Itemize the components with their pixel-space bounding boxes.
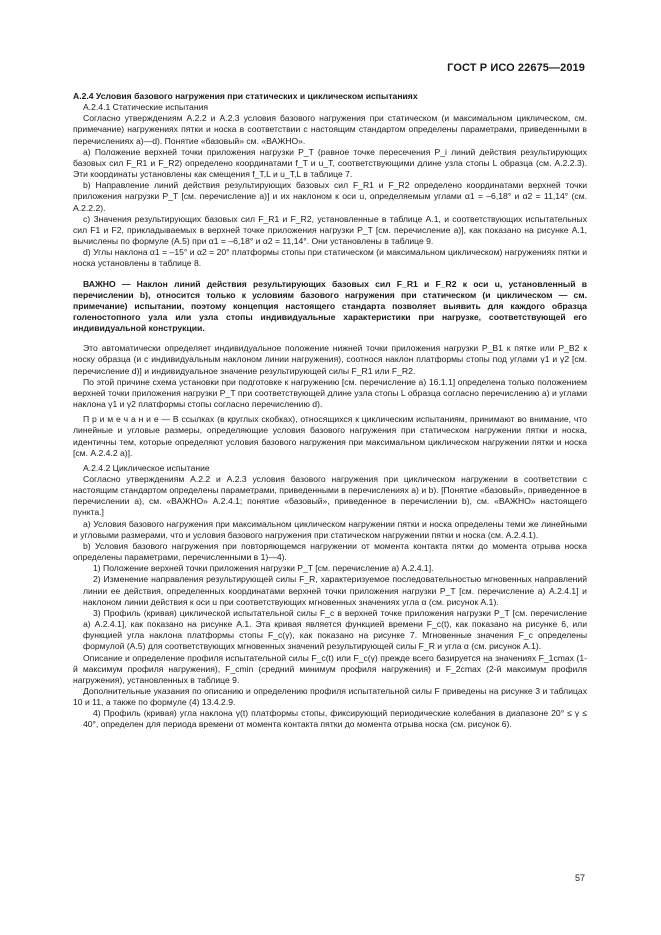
- paragraph: Дополнительные указания по описанию и определению профиля испытательной силы F приведены на рисунке 3 и таблицах 10 и 11, а также по формуле (4) 13.4.2.9.: [73, 685, 587, 708]
- subsection-heading: A.2.4.2 Циклическое испытание: [83, 462, 210, 473]
- list-item: 3) Профиль (кривая) циклической испытательной силы F_c в верхней точке приложения нагрузки P_T [см. перечисление а) A.2.4.1], как показано на рисунке A.1. Эта кривая является функцией времени F_c(t), как показано на рисунке 6, или функцией угла наклона платформы стопы F_c(γ), как показано на рисунке 7. Мгновенные значения F_c определены формулой (A.5) для соответствующих мгновенных значений результирующей силы F_R и угла α (см. рисунок A.1).: [83, 607, 587, 652]
- list-item: а) Положение верхней точки приложения нагрузки P_T (равное точке пересечения P_i линий действия результирующих базовых сил F_R1 и F_R2) определено координатами f_T и u_T, соответствующими длине узла стопы L образца (см. A.2.2.3). Эти координаты установлены как смещения f_T,L и u_T,L в таблице 7.: [73, 146, 587, 180]
- paragraph: По этой причине схема установки при подготовке к нагружению [см. перечисление а) 16.1.1] определена только положением верхней точки приложения нагрузки P_T при соответствующей длине узла стопы L образца согласно перечислению а) и углами наклона γ1 и γ2 платформы стопы согласно перечислению d).: [73, 376, 587, 410]
- list-item: 4) Профиль (кривая) угла наклона γ(t) платформы стопы, фиксирующий периодические колебания в диапазоне 20° ≤ γ ≤ 40°, определен для периода времени от момента контакта пятки до момента отрыва носка (см. рисунок 6).: [83, 708, 587, 730]
- list-item: b) Условия базового нагружения при повторяющемся нагружении от момента контакта пятки до момента отрыва носка определены параметрами, перечисленными в 1)—4).: [73, 540, 587, 563]
- list-item: b) Направление линий действия результирующих базовых сил F_R1 и F_R2 определено координатами верхней точки приложения нагрузки P_T [см. перечисление а)] и их наклоном к оси u, определяемым углами α1 = –6,18° и α2 = 11,14° (см. A.2.2.2).: [73, 180, 587, 213]
- list-item: d) Углы наклона α1 = –15° и α2 = 20° платформы стопы при статическом (и максимальном циклическом) нагружениях пятки и носка установлены в таблице 8.: [73, 247, 587, 269]
- paragraph: Согласно утверждениям A.2.2 и A.2.3 условия базового нагружения при статическом (и максимальном циклическом, см. примечание) нагружениях пятки и носка в соответствии с настоящим стандартом определены параметрами, приведенными в перечислениях а)—d). Понятие «базовый» см. «ВАЖНО».: [73, 113, 587, 146]
- section-heading: A.2.4 Условия базового нагружения при статических и циклическом испытаниях: [73, 91, 418, 101]
- document-body: [73, 91, 587, 731]
- document-header: ГОСТ Р ИСО 22675—2019: [447, 62, 585, 74]
- subsection-heading: A.2.4.1 Статические испытания: [83, 102, 209, 113]
- list-item: 1) Положение верхней точки приложения нагрузки P_T [см. перечисление а) A.2.4.1].: [93, 563, 434, 574]
- paragraph: Описание и определение профиля испытательной силы F_c(t) или F_c(γ) прежде всего базируется на значениях F_1cmax (1-й максимум профиля нагружения), F_cmin (средний минимум профиля нагружения) и F_2cmax (2-й максимум профиля нагружения), установленных в таблице 9.: [73, 652, 587, 685]
- list-item: а) Условия базового нагружения при максимальном циклическом нагружении пятки и носка определены теми же линейными и угловыми размерами, что и условия базового нагружения при статическом нагружении пятки и носка (см. A.2.4.1).: [73, 518, 587, 540]
- note: П р и м е ч а н и е — В ссылках (в круглых скобках), относящихся к циклическим испытаниям, принимают во внимание, что линейные и угловые размеры, определяющие условия базового нагружения при статическом нагружении пятки и носка, идентичны тем, которые определяют условия базового нагружения при максимальном циклическом нагружении пятки и носка [см. A.2.4.2 а)].: [73, 414, 587, 458]
- paragraph: Согласно утверждениям A.2.2 и A.2.3 условия базового нагружения при циклическом нагружении в соответствии с настоящим стандартом определены параметрами, приведенными в перечислениях а) и b). [Понятие «базовый», приведенное в перечислении а), см. «ВАЖНО» A.2.4.1; понятие «базовый», приведенное в перечислении b), см. «ВАЖНО» настоящего пункта.]: [73, 474, 587, 518]
- paragraph: Это автоматически определяет индивидуальное положение нижней точки приложения нагрузки P_B1 к пятке или P_B2 к носку образца (и с индивидуальным наклоном линии нагружения), соотнося наклон платформы стопы под углами γ1 и γ2 [см. перечисление d)] и индивидуальное значение результирующей силы F_R1 или F_R2.: [73, 343, 587, 376]
- page-number: 57: [574, 873, 585, 883]
- important-notice: ВАЖНО — Наклон линий действия результирующих базовых сил F_R1 и F_R2 к оси u, установленный в перечислении b), относится только к условиям базового нагружения при статическом (и циклическом — см. примечание) испытании, поэтому концепция настоящего стандарта позволяет выявить для каждого образца голеностопного узла или узла стопы индивидуальные характеристики при нагрузке, соответствующей его индивидуальной конструкции.: [73, 278, 587, 334]
- list-item: c) Значения результирующих базовых сил F_R1 и F_R2, установленные в таблице A.1, и соответствующих испытательных сил F1 и F2, прикладываемых в верхней точке приложения нагрузки P_T [см. перечисление а)], как показано на рисунке A.1, вычислены по формуле (A.5) при α1 = –6,18° и α2 = 11,14°. Они установлены в таблице 9.: [73, 213, 587, 247]
- list-item: 2) Изменение направления результирующей силы F_R, характеризуемое последовательностью мгновенных направлений линии ее действия, определенных координатами верхней точки приложения нагрузки P_T [см. перечисление а) A.2.4.1] и наклоном линии действия к оси u при соответствующих мгновенных значениях угла α (см. рисунок A.1).: [83, 574, 587, 607]
